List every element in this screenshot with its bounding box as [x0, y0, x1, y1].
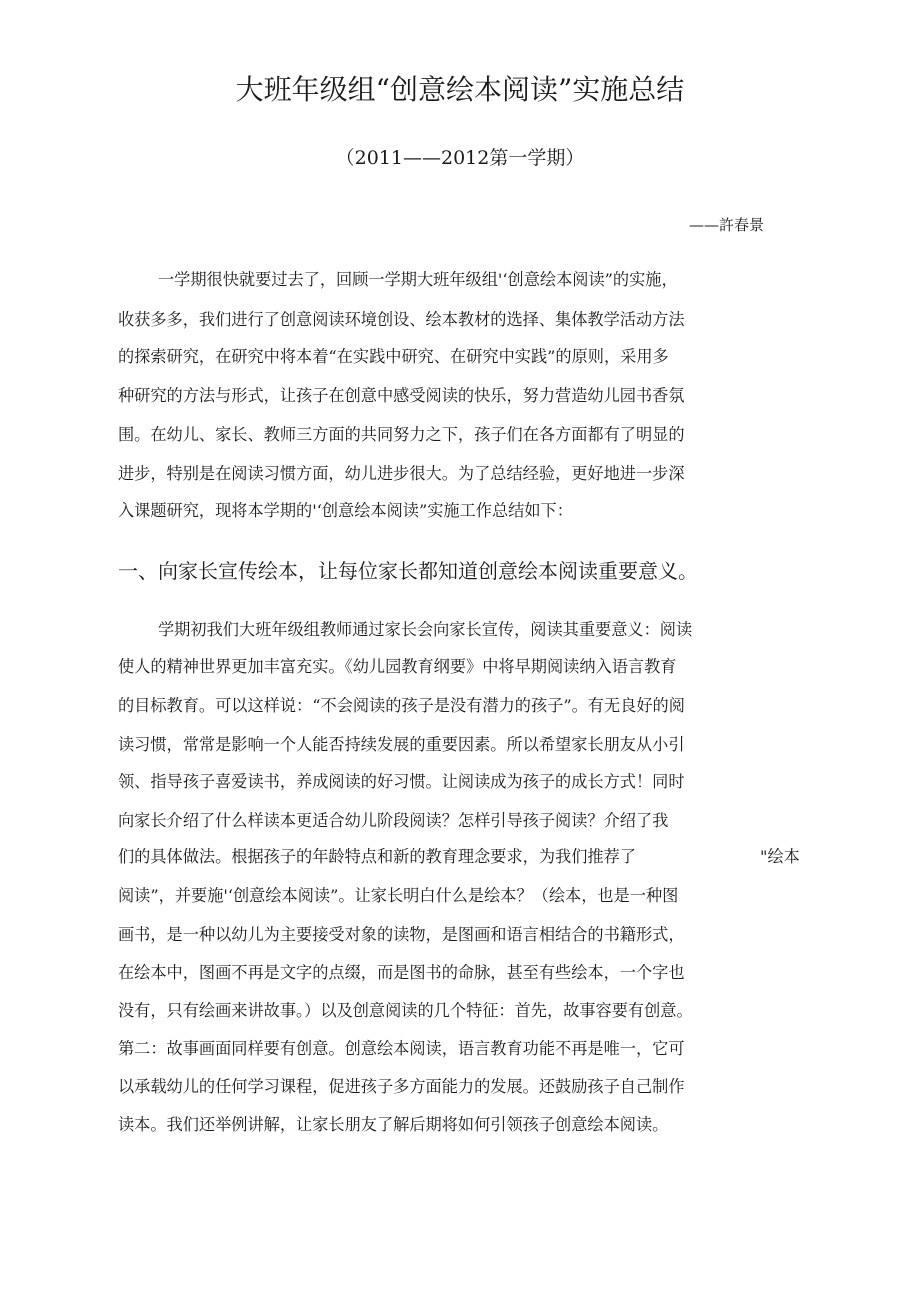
section-line-trailing-word: "绘本	[760, 847, 800, 866]
intro-line: 种研究的方法与形式，让孩子在创意中感受阅读的快乐，努力营造幼儿园书香氛	[118, 386, 685, 405]
section-line: 第二：故事画面同样要有创意。创意绘本阅读，语言教育功能不再是唯一，它可	[118, 1039, 685, 1058]
intro-line: 围。在幼儿、家长、教师三方面的共同努力之下，孩子们在各方面都有了明显的	[118, 425, 685, 444]
section-heading: 一、向家长宣传绘本，让每位家长都知道创意绘本阅读重要意义。	[118, 559, 698, 583]
section-line: 在绘本中，图画不再是文字的点缀，而是图书的命脉，甚至有些绘本，一个字也	[118, 963, 685, 982]
section-line: 们的具体做法。根据孩子的年龄特点和新的教育理念要求，为我们推荐了	[118, 847, 636, 866]
intro-line: 的探索研究，在研究中将本着“在实践中研究、在研究中实践”的原则，采用多	[118, 347, 669, 366]
section-line: 没有，只有绘画来讲故事。）以及创意阅读的几个特征：首先，故事容要有创意。	[118, 1001, 693, 1020]
section-line: 读本。我们还举例讲解，让家长朋友了解后期将如何引领孩子创意绘本阅读。	[118, 1115, 669, 1134]
intro-line: 一学期很快就要过去了，回顾一学期大班年级组'‘创意绘本阅读”的实施，	[158, 270, 678, 289]
section-line: 读习惯，常常是影响一个人能否持续发展的重要因素。所以希望家长朋友从小引	[118, 735, 685, 754]
section-line: 向家长介绍了什么样读本更适合幼儿阶段阅读？怎样引导孩子阅读？介绍了我	[118, 811, 669, 830]
intro-line: 收获多多，我们进行了创意阅读环境创设、绘本教材的选择、集体教学活动方法	[118, 310, 685, 329]
document-author: ——許春景	[688, 216, 764, 234]
document-subtitle: （2011——2012第一学期）	[335, 147, 585, 169]
section-line: 阅读”，并要施'‘创意绘本阅读”。让家长明白什么是绘本？（绘本，也是一种图	[118, 886, 679, 905]
section-line: 画书，是一种以幼儿为主要接受对象的读物，是图画和语言相结合的书籍形式，	[118, 925, 685, 944]
document-title: 大班年级组“创意绘本阅读”实施总结	[235, 73, 685, 106]
section-line: 以承载幼儿的任何学习课程，促进孩子多方面能力的发展。还鼓励孩子自己制作	[118, 1077, 685, 1096]
section-line: 领、指导孩子喜爱读书，养成阅读的好习惯。让阅读成为孩子的成长方式！同时	[118, 772, 685, 791]
section-line: 使人的精神世界更加丰富充实。《幼儿园教育纲要》中将早期阅读纳入语言教育	[118, 657, 677, 676]
intro-line: 入课题研究，现将本学期的'‘创意绘本阅读”实施工作总结如下：	[118, 501, 573, 520]
intro-line: 进步，特别是在阅读习惯方面，幼儿进步很大。为了总结经验，更好地进一步深	[118, 464, 685, 483]
section-line: 学期初我们大班年级组教师通过家长会向家长宣传，阅读其重要意义：阅读	[158, 620, 693, 639]
section-line: 的目标教育。可以这样说：“不会阅读的孩子是没有潜力的孩子”。有无良好的阅	[118, 696, 685, 715]
